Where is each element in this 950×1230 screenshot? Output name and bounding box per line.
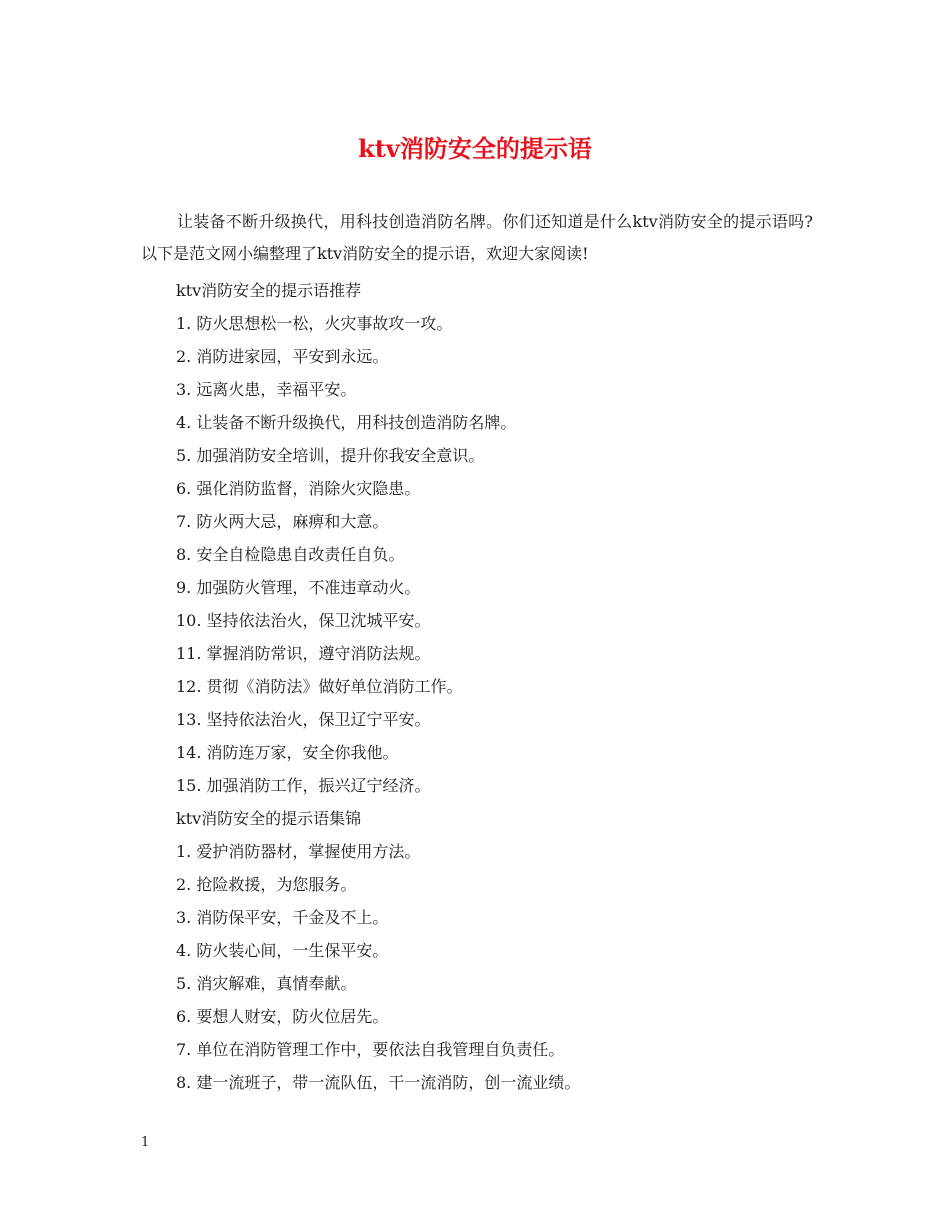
list-item: 15. 加强消防工作，振兴辽宁经济。: [176, 776, 431, 795]
list-item: 1. 防火思想松一松，火灾事故攻一攻。: [176, 314, 453, 333]
list-item: 12. 贯彻《消防法》做好单位消防工作。: [176, 677, 463, 696]
list-item: 7. 防火两大忌，麻痹和大意。: [176, 512, 389, 531]
list-item: 3. 远离火患，幸福平安。: [176, 380, 357, 399]
list-item: 11. 掌握消防常识，遵守消防法规。: [176, 644, 431, 663]
list-item: 13. 坚持依法治火，保卫辽宁平安。: [176, 710, 431, 729]
section-heading: ktv消防安全的提示语集锦: [176, 809, 362, 828]
list-item: 8. 建一流班子，带一流队伍，干一流消防，创一流业绩。: [176, 1073, 581, 1092]
list-item: 9. 加强防火管理，不准违章动火。: [176, 578, 421, 597]
list-item: 5. 消灾解难，真情奉献。: [176, 974, 357, 993]
list-item: 7. 单位在消防管理工作中，要依法自我管理自负责任。: [176, 1040, 565, 1059]
list-item: 6. 强化消防监督，消除火灾隐患。: [176, 479, 421, 498]
list-item: 14. 消防连万家，安全你我他。: [176, 743, 399, 762]
section-heading: ktv消防安全的提示语推荐: [176, 281, 362, 300]
list-item: 2. 抢险救援，为您服务。: [176, 875, 357, 894]
list-item: 4. 防火装心间，一生保平安。: [176, 941, 389, 960]
list-item: 2. 消防进家园，平安到永远。: [176, 347, 389, 366]
list-item: 6. 要想人财安，防火位居先。: [176, 1007, 389, 1026]
intro-paragraph: 让装备不断升级换代，用科技创造消防名牌。你们还知道是什么ktv消防安全的提示语吗?以下是范文网小编整理了ktv消防安全的提示语，欢迎大家阅读!: [141, 212, 813, 263]
list-item: 4. 让装备不断升级换代，用科技创造消防名牌。: [176, 413, 517, 432]
list-item: 3. 消防保平安，千金及不上。: [176, 908, 389, 927]
list-item: 1. 爱护消防器材，掌握使用方法。: [176, 842, 421, 861]
page-number: 1: [141, 1135, 150, 1150]
list-item: 10. 坚持依法治火，保卫沈城平安。: [176, 611, 431, 630]
content-list: [176, 274, 816, 1099]
list-item: 5. 加强消防安全培训，提升你我安全意识。: [176, 446, 485, 465]
document-title: ktv消防安全的提示语: [358, 134, 592, 163]
list-item: 8. 安全自检隐患自改责任自负。: [176, 545, 405, 564]
